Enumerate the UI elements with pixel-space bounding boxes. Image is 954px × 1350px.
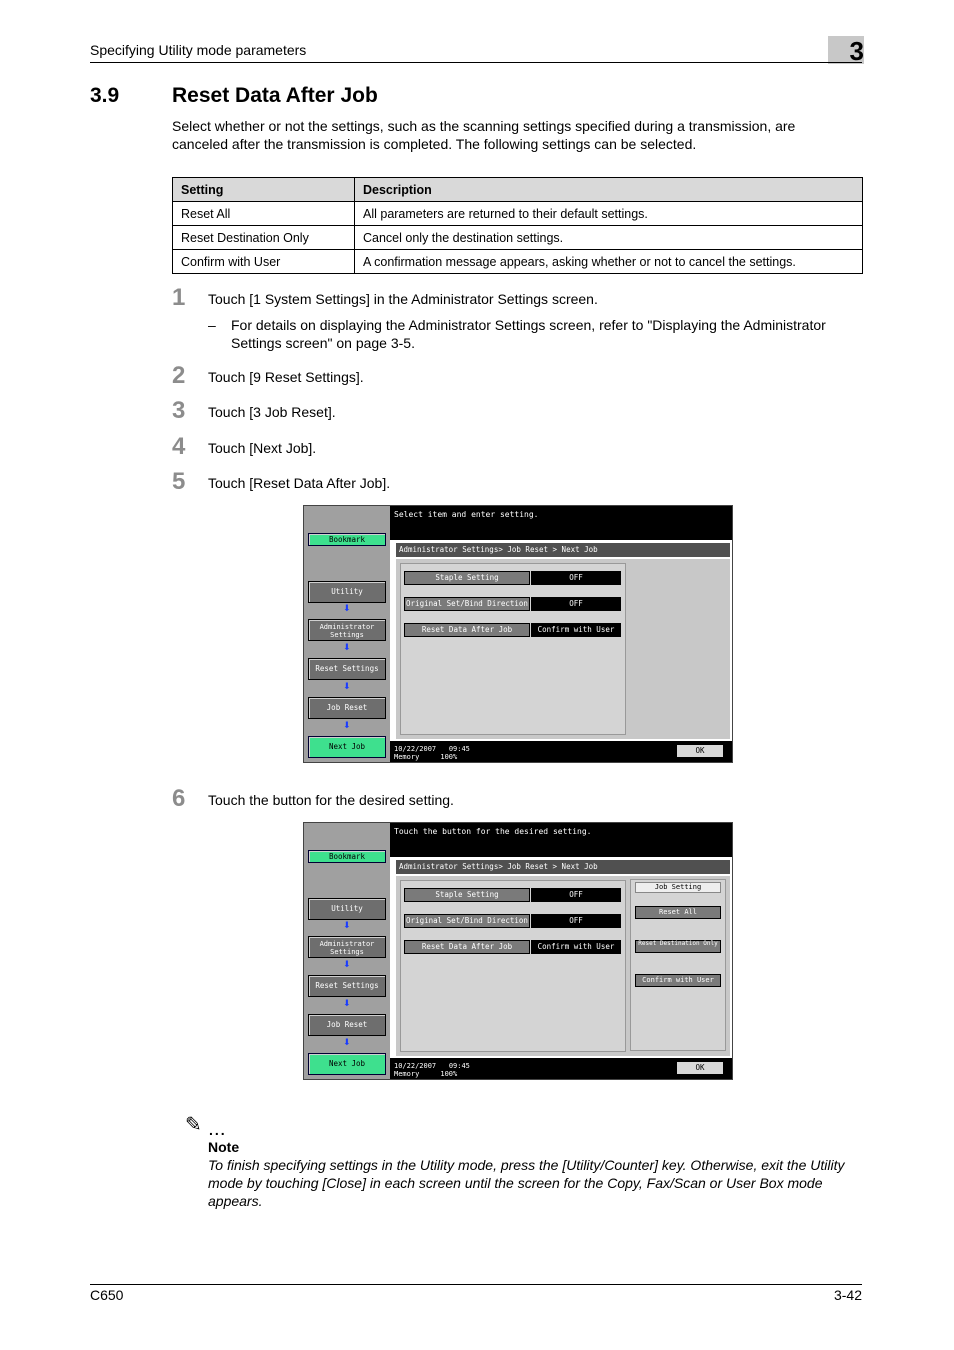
table-cell-description: A confirmation message appears, asking whether or not to cancel the settings. (355, 250, 863, 274)
bookmark-button[interactable]: Bookmark (308, 533, 386, 546)
staple-setting-button[interactable]: Staple Setting (404, 571, 530, 585)
substep-dash: – (208, 317, 216, 333)
memory-label: Memory (394, 753, 420, 761)
reset-data-after-job-button[interactable]: Reset Data After Job (404, 940, 530, 954)
header-rule (90, 62, 862, 63)
step-number: 4 (172, 433, 186, 460)
substep-text: For details on displaying the Administrator Settings screen, refer to "Displaying the Administrator Settings screen" on page 3-5. (231, 317, 826, 351)
ok-button[interactable]: OK (676, 744, 724, 758)
staple-setting-button[interactable]: Staple Setting (404, 888, 530, 902)
step-number: 2 (172, 362, 186, 389)
reset-settings-button[interactable]: Reset Settings (308, 658, 386, 680)
copier-screen-reset-options (303, 822, 733, 1080)
job-setting-title: Job Setting (635, 882, 721, 893)
ok-button[interactable]: OK (676, 1061, 724, 1075)
copier-screen-next-job (303, 505, 733, 763)
step-text: Touch [3 Job Reset]. (208, 404, 336, 420)
arrow-down-icon: ⬇ (343, 604, 351, 614)
table-cell-setting: Reset Destination Only (173, 226, 355, 250)
settings-table (172, 177, 863, 274)
table-row (173, 226, 863, 250)
arrow-down-icon: ⬇ (343, 921, 351, 931)
time: 09:45 (448, 745, 470, 753)
original-set-bind-value: OFF (531, 914, 621, 928)
arrow-down-icon: ⬇ (343, 643, 351, 653)
step-text: Touch [1 System Settings] in the Administrator Settings screen. (208, 291, 598, 307)
breadcrumb: Administrator Settings> Job Reset > Next Job (396, 543, 730, 557)
step-text: Touch [Next Job]. (208, 440, 317, 456)
table-header-row (173, 178, 863, 202)
reset-data-after-job-value: Confirm with User (531, 623, 621, 637)
intro-paragraph: Select whether or not the settings, such as the scanning settings specified during a transmission, are canceled after the transmission is completed. The following settings can be selected. (172, 118, 796, 152)
step-number: 3 (172, 397, 186, 424)
footer-page-number: 3-42 (833, 1287, 862, 1303)
date: 10/22/2007 (394, 745, 437, 753)
footer-rule (90, 1284, 862, 1285)
arrow-down-icon: ⬇ (343, 999, 351, 1009)
utility-button[interactable]: Utility (308, 581, 386, 603)
staple-setting-value: OFF (531, 888, 621, 902)
breadcrumb: Administrator Settings> Job Reset > Next Job (396, 860, 730, 874)
step-number: 5 (172, 468, 186, 495)
arrow-down-icon: ⬇ (343, 1038, 351, 1048)
date: 10/22/2007 (394, 1062, 437, 1070)
table-cell-description: All parameters are returned to their default settings. (355, 202, 863, 226)
table-header-setting: Setting (173, 178, 355, 202)
arrow-down-icon: ⬇ (343, 721, 351, 731)
options-panel (630, 879, 726, 1051)
substep (208, 316, 868, 352)
reset-destination-only-button[interactable]: Reset Destination Only (635, 940, 721, 953)
note-text: To finish specifying settings in the Utility mode, press the [Utility/Counter] key. Otherwise, exit the Utility mode by touching [Close] in each screen until the screen for the Copy, Fax/Scan or User Box mode appears. (208, 1157, 845, 1209)
memory-label: Memory (394, 1070, 420, 1078)
settings-list (400, 880, 626, 1052)
staple-setting-value: OFF (531, 571, 621, 585)
job-reset-button[interactable]: Job Reset (308, 1014, 386, 1036)
next-job-button[interactable]: Next Job (308, 736, 386, 758)
section-title: Reset Data After Job (172, 84, 378, 107)
date-memory (394, 745, 470, 761)
table-row (173, 250, 863, 274)
administrator-settings-button[interactable]: Administrator Settings (308, 936, 386, 958)
table-header-description: Description (355, 178, 863, 202)
step-text: Touch [9 Reset Settings]. (208, 369, 364, 385)
table-cell-setting: Confirm with User (173, 250, 355, 274)
screen-message-bar: Select item and enter setting. (390, 506, 733, 540)
time: 09:45 (448, 1062, 470, 1070)
original-set-bind-button[interactable]: Original Set/Bind Direction (404, 914, 530, 928)
confirm-with-user-button[interactable]: Confirm with User (635, 974, 721, 987)
table-row (173, 202, 863, 226)
memory-value: 100% (440, 1070, 458, 1078)
note-title: Note (208, 1139, 240, 1155)
table-cell-description: Cancel only the destination settings. (355, 226, 863, 250)
job-reset-button[interactable]: Job Reset (308, 697, 386, 719)
bookmark-button[interactable]: Bookmark (308, 850, 386, 863)
footer-model: C650 (90, 1287, 124, 1303)
date-memory (394, 1062, 470, 1078)
note-dots: ... (209, 1122, 227, 1138)
settings-list (400, 563, 626, 735)
utility-button[interactable]: Utility (308, 898, 386, 920)
reset-all-button[interactable]: Reset All (635, 906, 721, 919)
pencil-icon: ✎ (185, 1112, 202, 1136)
reset-data-after-job-value: Confirm with User (531, 940, 621, 954)
original-set-bind-value: OFF (531, 597, 621, 611)
chapter-number: 3 (849, 36, 864, 66)
running-header: Specifying Utility mode parameters (90, 42, 307, 58)
reset-settings-button[interactable]: Reset Settings (308, 975, 386, 997)
step-text: Touch [Reset Data After Job]. (208, 475, 391, 491)
original-set-bind-button[interactable]: Original Set/Bind Direction (404, 597, 530, 611)
next-job-button[interactable]: Next Job (308, 1053, 386, 1075)
reset-data-after-job-button[interactable]: Reset Data After Job (404, 623, 530, 637)
arrow-down-icon: ⬇ (343, 682, 351, 692)
arrow-down-icon: ⬇ (343, 960, 351, 970)
step-number: 6 (172, 785, 186, 812)
step-number: 1 (172, 284, 186, 311)
step-text: Touch the button for the desired setting. (208, 792, 454, 808)
section-number: 3.9 (90, 84, 120, 107)
table-cell-setting: Reset All (173, 202, 355, 226)
memory-value: 100% (440, 753, 458, 761)
administrator-settings-button[interactable]: Administrator Settings (308, 619, 386, 641)
screen-message-bar: Touch the button for the desired setting. (390, 823, 733, 857)
